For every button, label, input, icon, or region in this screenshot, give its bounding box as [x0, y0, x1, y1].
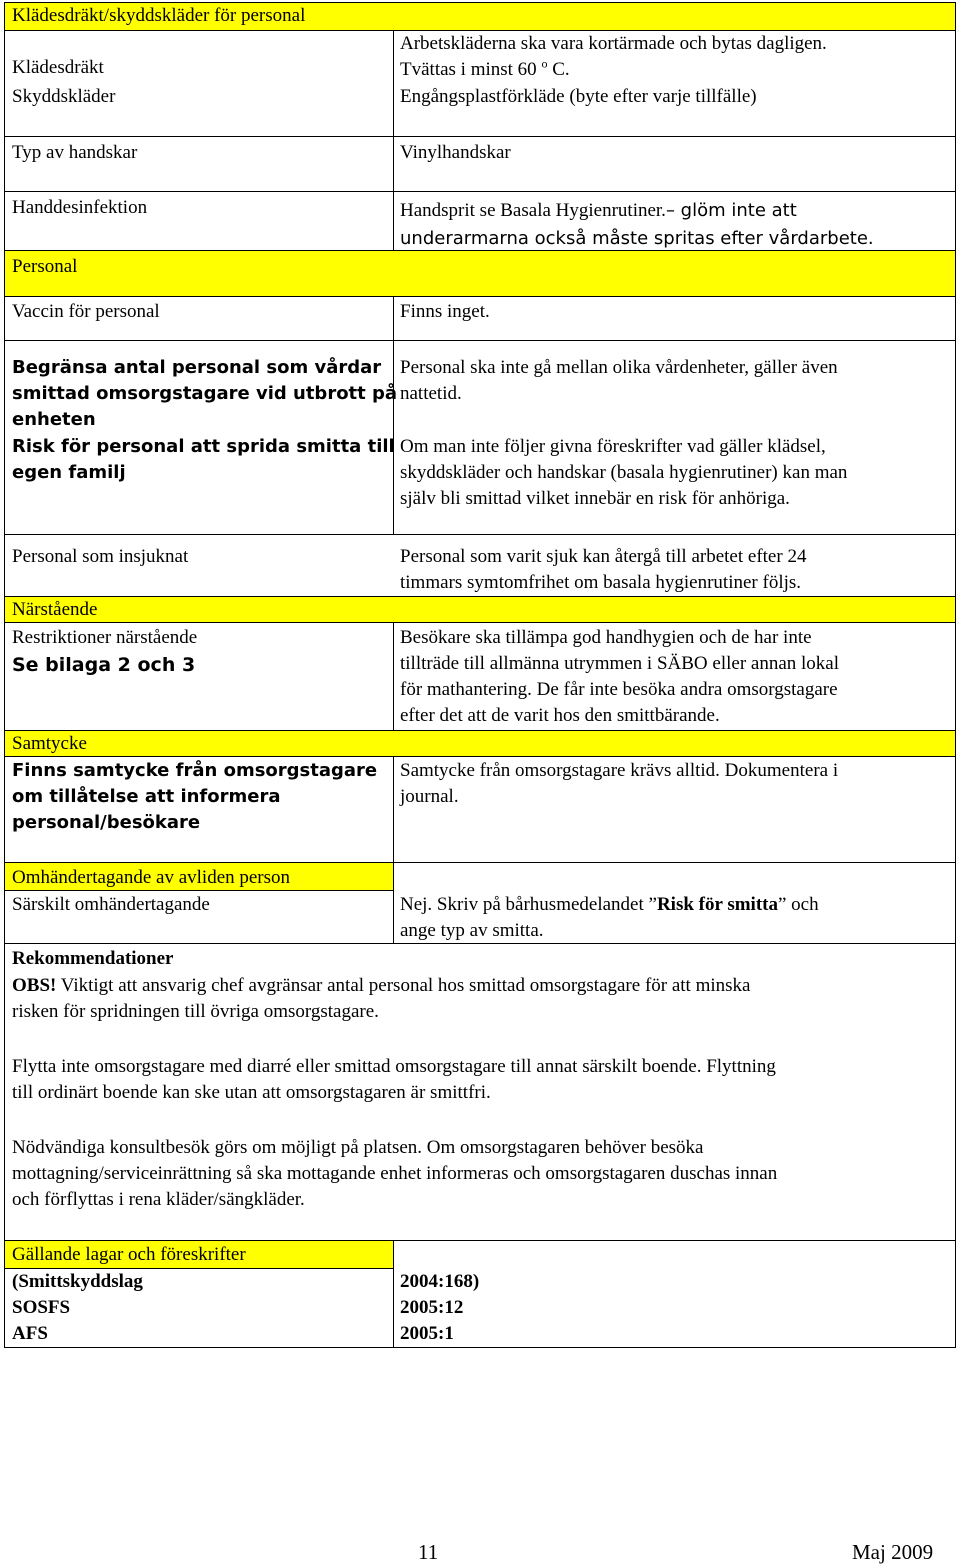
sick-value-line2: timmars symtomfrihet om basala hygienrutiner följs.	[400, 572, 802, 593]
row-divider	[4, 296, 956, 297]
risk-label-line1: Risk för personal att sprida smitta till	[12, 436, 395, 457]
table-border-left	[4, 2, 5, 1348]
disinfection-value-line2: underarmarna också måste spritas efter vårdarbete.	[400, 228, 874, 249]
row-divider	[4, 136, 956, 137]
page-number: 11	[418, 1540, 439, 1564]
consent-label-line3: personal/besökare	[12, 812, 201, 833]
column-divider	[393, 1240, 394, 1348]
limit-label-line3: enheten	[12, 409, 96, 430]
appendix-label: Se bilaga 2 och 3	[12, 654, 196, 676]
glove-value: Vinylhandskar	[400, 142, 511, 163]
vaccine-value: Finns inget.	[400, 301, 490, 322]
consent-value-line1: Samtycke från omsorgstagare krävs alltid. Dokumentera i	[400, 760, 839, 781]
table-border-right	[955, 2, 956, 1348]
uniform-value-line2: Tvättas i minst 60 $^o$ C.	[400, 56, 570, 80]
uniform-value-line1: Arbetskläderna ska vara kortärmade och bytas dagligen.	[400, 33, 827, 54]
consent-header-bar	[5, 731, 955, 756]
law-name-1: SOSFS	[12, 1297, 71, 1318]
restrictions-value-line2: tillträde till allmänna utrymmen i SÄBO eller annan lokal	[400, 653, 840, 674]
law-ref-0: 2004:168)	[400, 1271, 480, 1292]
footer-date: Maj 2009	[852, 1540, 934, 1564]
law-name-2: AFS	[12, 1323, 48, 1344]
vaccine-label: Vaccin för personal	[12, 301, 160, 322]
law-ref-2: 2005:1	[400, 1323, 454, 1344]
consult-paragraph-line1: Nödvändiga konsultbesök görs om möjligt på platsen. Om omsorgstagaren behöver besöka	[12, 1137, 704, 1158]
limit-label-line2: smittad omsorgstagare vid utbrott på	[12, 383, 398, 404]
consult-paragraph-line3: och förflyttas i rena kläder/sängkläder.	[12, 1189, 305, 1210]
risk-value-line2: skyddskläder och handskar (basala hygienrutiner) kan man	[400, 462, 848, 483]
column-divider	[393, 862, 394, 943]
row-divider	[4, 191, 956, 192]
row-divider	[4, 756, 956, 757]
restrictions-value-line1: Besökare ska tillämpa god handhygien och de har inte	[400, 627, 812, 648]
restrictions-value-line4: efter det att de varit hos den smittbärande.	[400, 705, 720, 726]
obs-line2: risken för spridningen till övriga omsorgstagare.	[12, 1001, 379, 1022]
sick-label: Personal som insjuknat	[12, 546, 189, 567]
sick-value-line1: Personal som varit sjuk kan återgå till arbetet efter 24	[400, 546, 807, 567]
relatives-header-bar	[5, 597, 955, 622]
row-divider	[4, 340, 956, 341]
risk-value-line1: Om man inte följer givna föreskrifter vad gäller klädsel,	[400, 436, 826, 457]
law-name-0: (Smittskyddslag	[12, 1271, 143, 1292]
move-paragraph-line2: till ordinärt boende kan ske utan att omsorgstagaren är smittfri.	[12, 1082, 491, 1103]
risk-label-line2: egen familj	[12, 462, 126, 483]
deceased-section-header: Omhändertagande av avliden person	[12, 867, 291, 888]
consent-label-line2: om tillåtelse att informera	[12, 786, 281, 807]
move-paragraph-line1: Flytta inte omsorgstagare med diarré eller smittad omsorgstagare till annat särskilt boende. Flyttning	[12, 1056, 776, 1077]
row-divider	[4, 943, 956, 944]
column-divider	[393, 30, 394, 136]
law-ref-1: 2005:12	[400, 1297, 464, 1318]
limit-value-line2: nattetid.	[400, 383, 462, 404]
special-care-value-line1: Nej. Skriv på bårhusmedelandet ”Risk för smitta” och	[400, 894, 819, 915]
row-divider	[4, 890, 394, 891]
protective-value: Engångsplastförkläde (byte efter varje tillfälle)	[400, 86, 757, 107]
row-divider	[4, 534, 956, 535]
clothing-section-header: Klädesdräkt/skyddskläder för personal	[12, 5, 306, 26]
column-divider	[393, 191, 394, 250]
restrictions-value-line3: för mathantering. De får inte besöka andra omsorgstagare	[400, 679, 838, 700]
recommendations-header: Rekommendationer	[12, 948, 174, 969]
consent-section-header: Samtycke	[12, 733, 87, 754]
disinfection-label: Handdesinfektion	[12, 197, 148, 218]
row-divider	[4, 622, 956, 623]
glove-label: Typ av handskar	[12, 142, 138, 163]
staff-header-bar	[5, 251, 955, 296]
consent-label-line1: Finns samtycke från omsorgstagare	[12, 760, 378, 781]
staff-section-header: Personal	[12, 256, 78, 277]
column-divider	[393, 622, 394, 730]
special-care-label: Särskilt omhändertagande	[12, 894, 210, 915]
risk-value-line3: själv bli smittad vilket innebär en risk för anhöriga.	[400, 488, 790, 509]
restrictions-label: Restriktioner närstående	[12, 627, 198, 648]
limit-label-line1: Begränsa antal personal som vårdar	[12, 357, 382, 378]
table-border-bottom	[4, 1347, 956, 1348]
relatives-section-header: Närstående	[12, 599, 98, 620]
obs-line1: OBS! Viktigt att ansvarig chef avgränsar antal personal hos smittad omsorgstagare för att minska	[12, 975, 751, 996]
limit-value-line1: Personal ska inte gå mellan olika vårdenheter, gäller även	[400, 357, 838, 378]
consult-paragraph-line2: mottagning/serviceinrättning så ska mottagande enhet informeras och omsorgstagaren duschas innan	[12, 1163, 778, 1184]
disinfection-value-line1: Handsprit se Basala Hygienrutiner.– glöm inte att	[400, 200, 797, 221]
uniform-label: Klädesdräkt	[12, 57, 104, 78]
laws-section-header: Gällande lagar och föreskrifter	[12, 1244, 246, 1265]
column-divider	[393, 296, 394, 340]
protective-label: Skyddskläder	[12, 86, 116, 107]
special-care-value-line2: ange typ av smitta.	[400, 920, 544, 941]
consent-value-line2: journal.	[400, 786, 459, 807]
column-divider	[393, 756, 394, 862]
column-divider	[393, 136, 394, 191]
